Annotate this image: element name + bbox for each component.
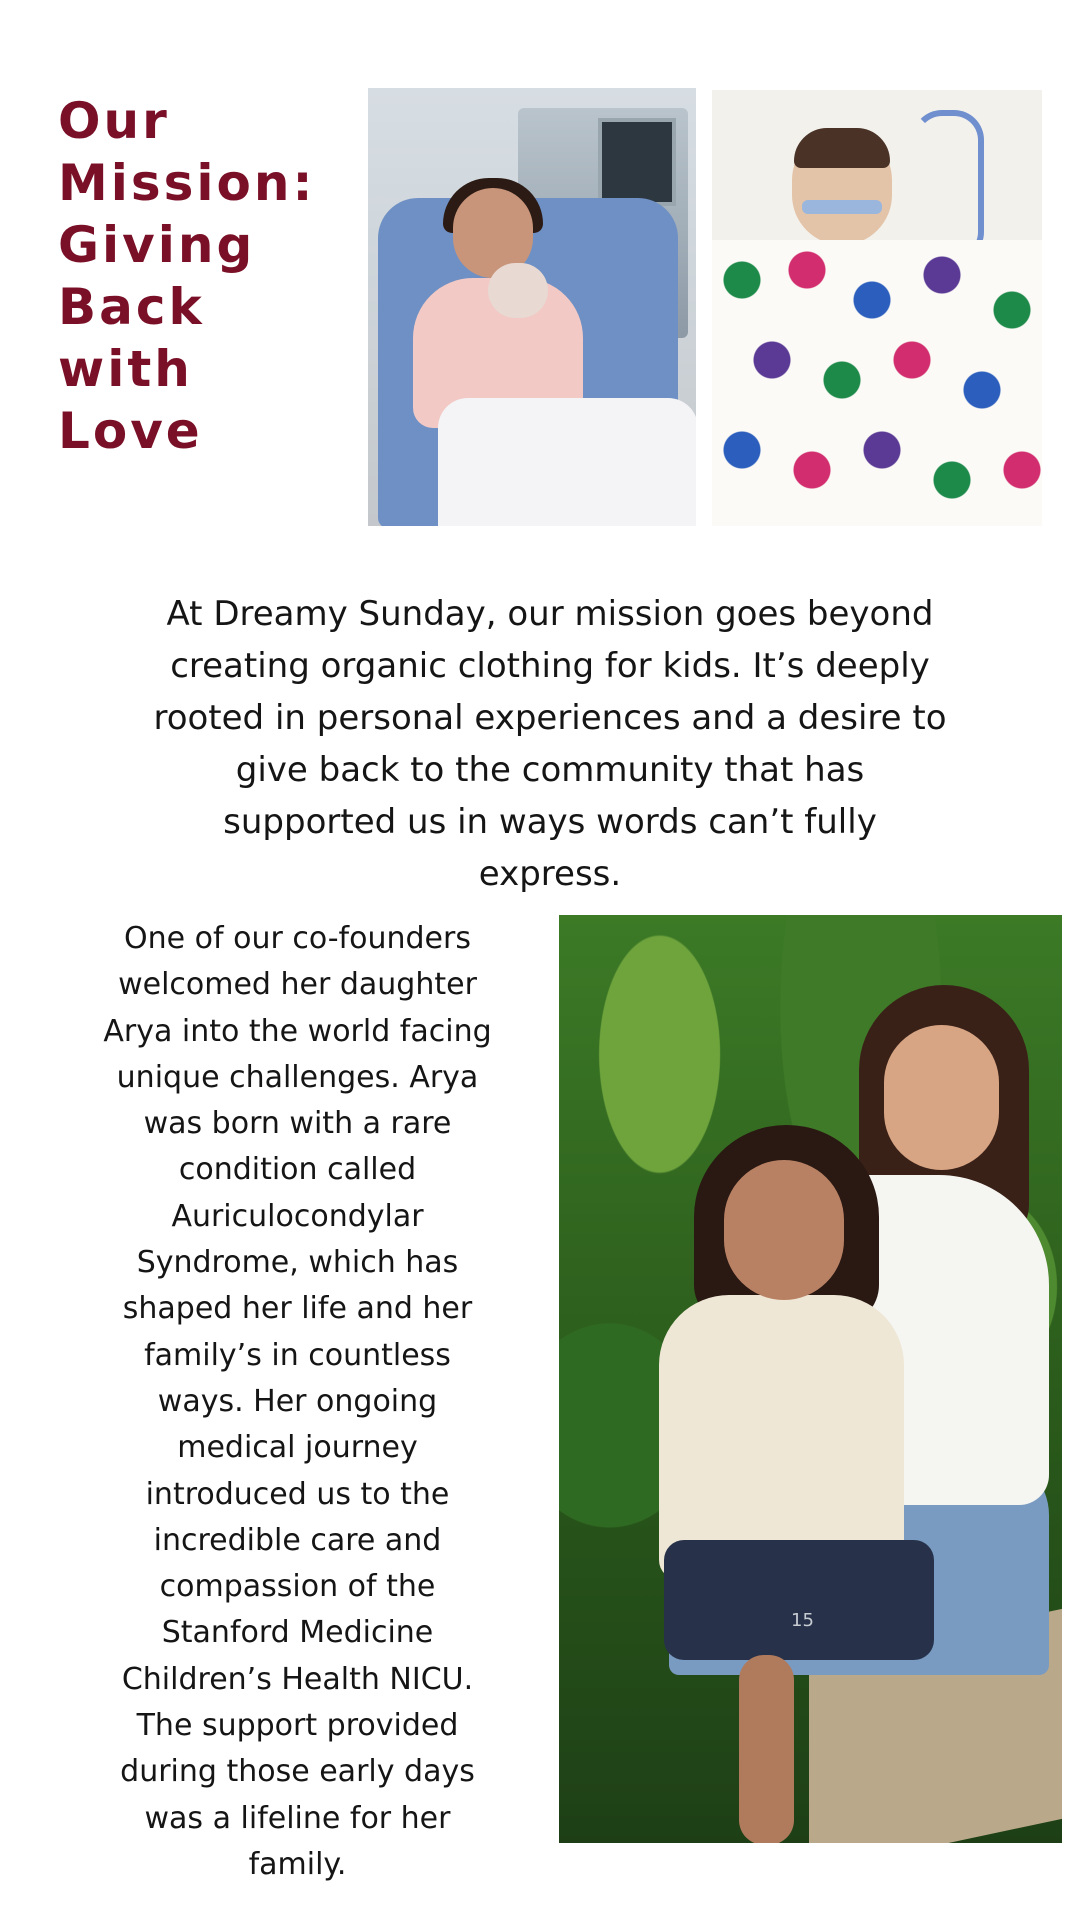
heading-line-3: Giving [58,216,256,274]
feeding-tube [802,200,882,214]
mother-face [884,1025,999,1170]
elephant-blanket [712,240,1042,526]
newborn-figure [488,263,548,318]
photo-baby-in-nicu [712,90,1042,526]
pillow-blanket [438,398,696,526]
arya-story-paragraph: One of our co-founders welcomed her daughter Arya into the world facing unique challenges. Arya was born with a rare condition called Auriculocondylar Syndrome, which has shaped her life and her family’s in countless ways. Her ongoing medical journey introduced us to the incredible care and compassion of the Stanford Medicine Children’s Health NICU. The support provided during those early days was a lifeline for her family. [103,921,492,1882]
page-number: 15 [791,1610,814,1631]
baby-hair [794,128,890,168]
heading-line-1: Our [58,92,170,150]
heading-line-5: Love [58,402,203,460]
girl-leg [739,1655,794,1843]
monitor-screen [598,118,676,206]
page-heading [58,90,358,462]
girl-face [724,1160,844,1300]
mission-intro-paragraph: At Dreamy Sunday, our mission goes beyond creating organic clothing for kids. It’s deeply rooted in personal experiences and a desire to give back to the community that has supported us in ways words can’t fully express. [153,594,947,894]
heading-line-4: Back with [58,278,205,398]
photo-mother-holding-newborn [368,88,696,526]
heading-line-2: Mission: [58,154,316,212]
girl-sweater [659,1295,904,1580]
girl-skirt [664,1540,934,1660]
photo-mother-and-daughter [559,915,1062,1843]
